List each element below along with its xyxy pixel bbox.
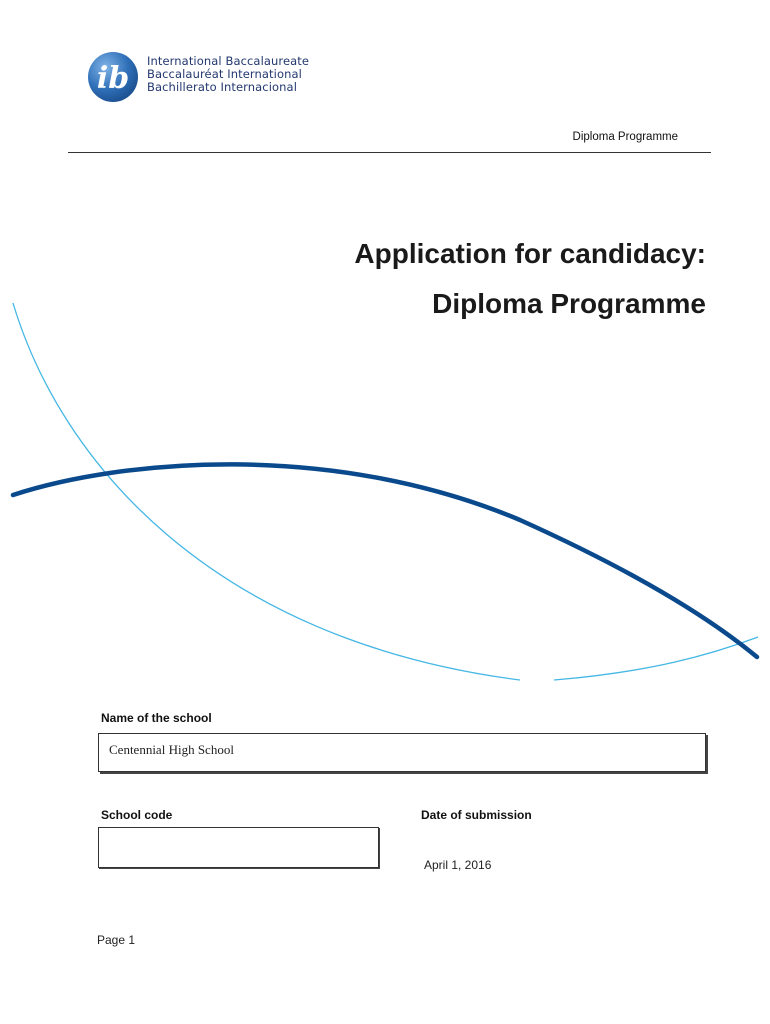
header-programme-label: Diploma Programme	[572, 131, 678, 143]
navy-curve	[13, 464, 757, 657]
school-name-value: Centennial High School	[109, 742, 234, 757]
submission-date-value: April 1, 2016	[424, 858, 492, 872]
svg-text:ib: ib	[96, 61, 130, 96]
school-name-label: Name of the school	[101, 711, 212, 725]
title-line-2: Diploma Programme	[432, 288, 706, 319]
page-number: Page 1	[97, 933, 136, 947]
logo-line-english: International Baccalaureate	[147, 54, 310, 68]
school-code-field[interactable]	[98, 827, 379, 868]
title-line-1: Application for candidacy:	[354, 238, 706, 269]
logo-line-french: Baccalauréat International	[147, 67, 302, 81]
school-name-field[interactable]	[98, 733, 706, 772]
light-blue-curve	[13, 303, 758, 680]
school-code-label: School code	[101, 808, 173, 822]
submission-date-label: Date of submission	[421, 808, 532, 822]
logo-line-spanish: Bachillerato Internacional	[147, 80, 297, 94]
